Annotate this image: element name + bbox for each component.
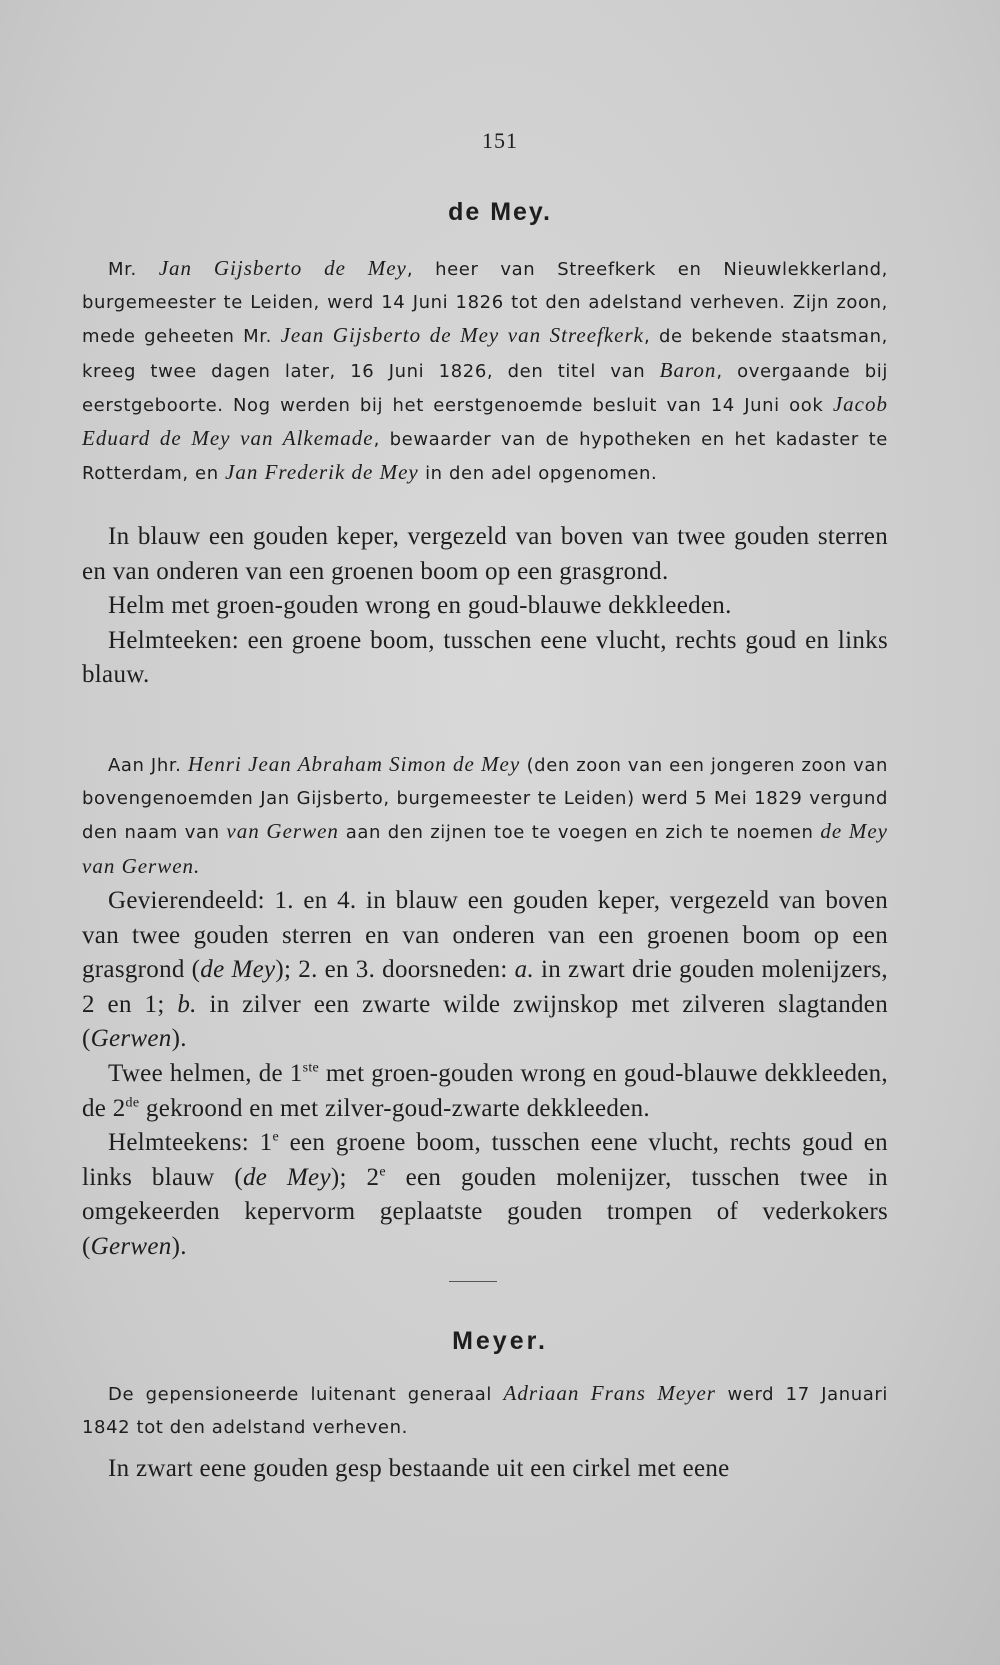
text-run: Mr.	[108, 259, 159, 280]
de-mey-van-gerwen-blazon	[82, 884, 888, 1265]
person-name: Jean Gijsberto de Mey van Streefkerk	[280, 323, 644, 348]
arms-description: In zwart eene gouden gesp bestaande uit een cirkel met eene	[108, 1455, 730, 1482]
crest-description: Helmteeken: een groene boom, tusschen eene vlucht, rechts goud en links blauw.	[82, 626, 888, 689]
text-run: De gepensioneerde luitenant generaal	[108, 1384, 504, 1405]
family-ref: Gerwen	[90, 1025, 172, 1053]
text-run: met groen-gouden wrong en goud-blauwe dekkleeden, de 2	[82, 1059, 888, 1122]
text-run: gekroond en met zilver-goud-zwarte dekkleeden.	[139, 1094, 650, 1122]
text-run: in den adel opgenomen.	[418, 463, 658, 485]
text-run: Gevierendeeld: 1. en 4. in blauw een gouden keper, vergezeld van boven van twee gouden sterren en van onderen van een groenen boom op een grasgrond (	[82, 887, 888, 984]
list-marker: a.	[514, 956, 534, 984]
family-ref: de Mey	[242, 1163, 331, 1191]
text-run: ); 2. en 3. doorsneden:	[275, 956, 515, 984]
text-run: , overgaande bij eerstgeboorte. Nog werden bij het eerstgenoemde besluit van 14 Juni ook	[82, 360, 888, 416]
text-run: ); 2	[330, 1163, 380, 1191]
de-mey-intro-paragraph	[82, 252, 888, 490]
text-run: , de bekende staatsman, kreeg twee dagen later, 16 Juni 1826, den titel van	[82, 326, 889, 382]
person-name: Jan Frederik de Mey	[225, 460, 419, 485]
arms-description: In blauw een gouden keper, vergezeld van boven van twee gouden sterren en van onderen van een groenen boom op een grasgrond.	[82, 523, 888, 585]
de-mey-van-gerwen-paragraph	[82, 748, 888, 884]
text-run: (den zoon van een jongeren zoon van bovengenoemden Jan Gijsberto, burgemeester te Leiden) werd 5 Mei 1829 vergund den naam van	[82, 755, 888, 844]
title-term: Baron	[659, 357, 717, 382]
text-run: een gouden molenijzer, tusschen twee in omgekeerden kepervorm geplaatste gouden trompen of vederkokers (	[82, 1163, 888, 1260]
text-run: Helmteekens: 1	[108, 1129, 273, 1157]
section-divider	[449, 1281, 497, 1282]
person-name: Jan Gijsberto de Mey	[158, 256, 407, 280]
ordinal-suffix: e	[379, 1164, 386, 1180]
de-mey-blazon	[82, 520, 888, 693]
ordinal-suffix: ste	[302, 1060, 320, 1076]
text-run: , heer van Streefkerk en Nieuwlekkerland, burgemeester te Leiden, werd 14 Juni 1826 tot den adelstand verheven. Zijn zoon, mede geheeten Mr.	[82, 259, 888, 348]
person-name: Jacob Eduard de Mey van Alkemade	[82, 391, 888, 451]
person-name: Adriaan Frans Meyer	[503, 1381, 716, 1405]
list-marker: b.	[177, 990, 197, 1018]
text-run: Aan Jhr.	[108, 755, 188, 776]
arms-description	[82, 884, 888, 1057]
person-name: Henri Jean Abraham Simon de Mey	[187, 752, 521, 776]
ordinal-suffix: de	[125, 1095, 140, 1111]
text-run: in zilver een zwarte wilde zwijnskop met zilveren slagtanden (	[82, 990, 888, 1053]
text-run: in zwart drie gouden molenijzers, 2 en 1;	[82, 956, 888, 1018]
family-name: de Mey van Gerwen.	[82, 819, 888, 878]
family-ref: de Mey	[200, 956, 276, 984]
ordinal-suffix: e	[272, 1129, 279, 1145]
text-run: Twee helmen, de 1	[108, 1059, 303, 1087]
section-title-de-mey: de Mey.	[448, 198, 552, 226]
text-run: ).	[171, 1232, 187, 1260]
family-ref: Gerwen	[90, 1232, 172, 1260]
text-run: een groene boom, tusschen eene vlucht, rechts goud en links blauw (	[82, 1129, 888, 1191]
text-run: aan den zijnen toe te voegen en zich te noemen	[338, 822, 821, 844]
helm-description: Helm met groen-gouden wrong en goud-blauwe dekkleeden.	[108, 592, 732, 620]
meyer-blazon	[82, 1452, 888, 1487]
page-number: 151	[482, 128, 518, 153]
text-run: , bewaarder van de hypotheken en het kadaster te Rotterdam, en	[82, 429, 888, 485]
section-title-meyer: Meyer.	[452, 1327, 548, 1355]
helms-description	[82, 1057, 888, 1126]
crests-description	[82, 1126, 888, 1264]
text-run: ).	[171, 1025, 187, 1053]
meyer-intro-paragraph	[82, 1377, 888, 1444]
text-run: werd 17 Januari 1842 tot den adelstand verheven.	[82, 1384, 889, 1439]
family-name: van Gerwen	[226, 819, 339, 844]
